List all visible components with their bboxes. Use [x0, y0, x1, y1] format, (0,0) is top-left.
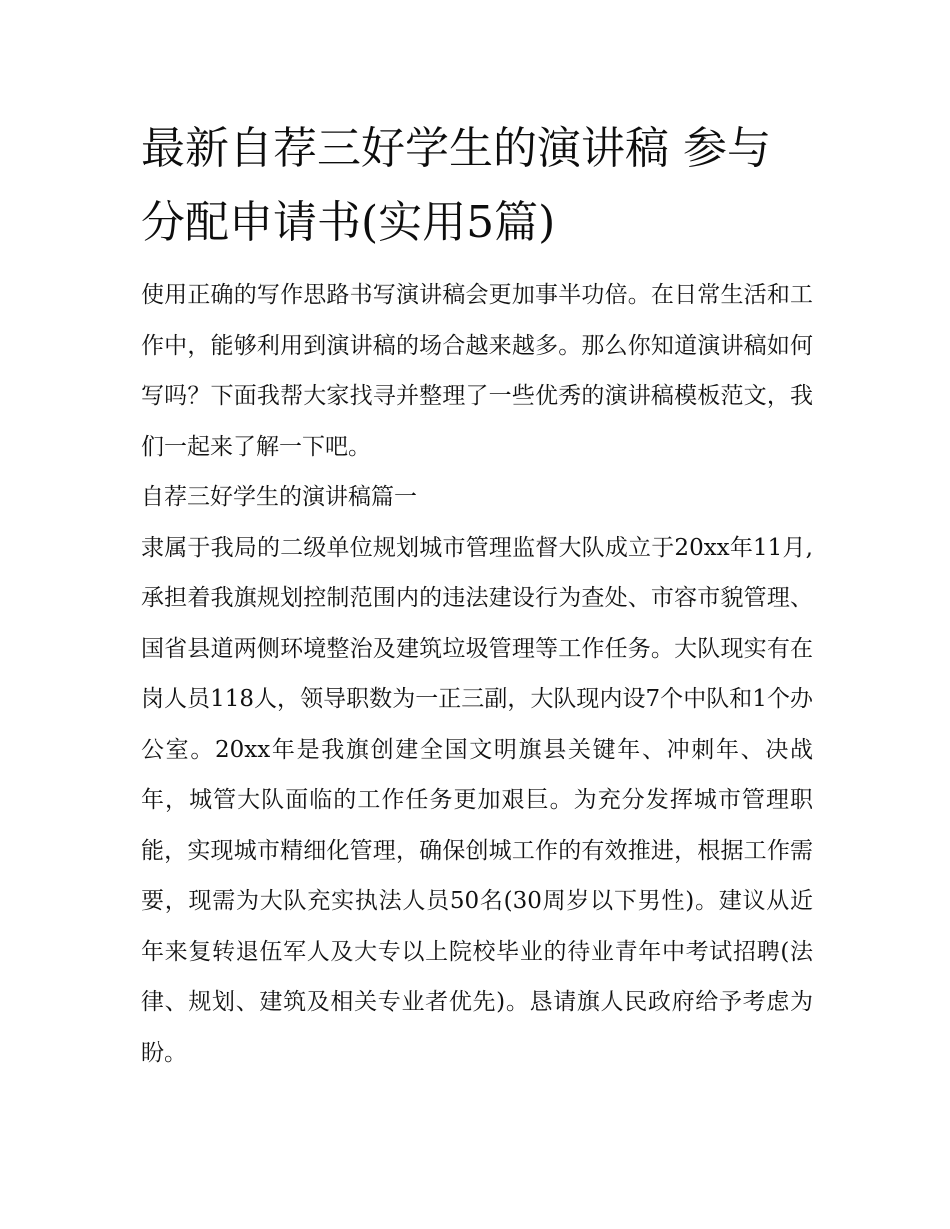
- document-content: [141, 112, 813, 1078]
- body-paragraph: 隶属于我局的二级单位规划城市管理监督大队成立于20xx年11月,承担着我旗规划控制范围内的违法建设行为查处、市容市貌管理、国省县道两侧环境整治及建筑垃圾管理等工作任务。大队现实有在岗人员118人，领导职数为一正三副，大队现内设7个中队和1个办公室。20xx年是我旗创建全国文明旗县关键年、冲刺年、决战年，城管大队面临的工作任务更加艰巨。为充分发挥城市管理职能，实现城市精细化管理，确保创城工作的有效推进，根据工作需要，现需为大队充实执法人员50名(30周岁以下男性)。建议从近年来复转退伍军人及大专以上院校毕业的待业青年中考试招聘(法律、规划、建筑及相关专业者优先)。恳请旗人民政府给予考虑为盼。: [141, 534, 813, 1066]
- document-title: 最新自荐三好学生的演讲稿 参与分配申请书(实用5篇): [141, 123, 771, 248]
- section-heading: 自荐三好学生的演讲稿篇一: [141, 484, 417, 510]
- intro-paragraph: 使用正确的写作思路书写演讲稿会更加事半功倍。在日常生活和工作中，能够利用到演讲稿的场合越来越多。那么你知道演讲稿如何写吗？下面我帮大家找寻并整理了一些优秀的演讲稿模板范文，我们一起来了解一下吧。: [141, 282, 813, 460]
